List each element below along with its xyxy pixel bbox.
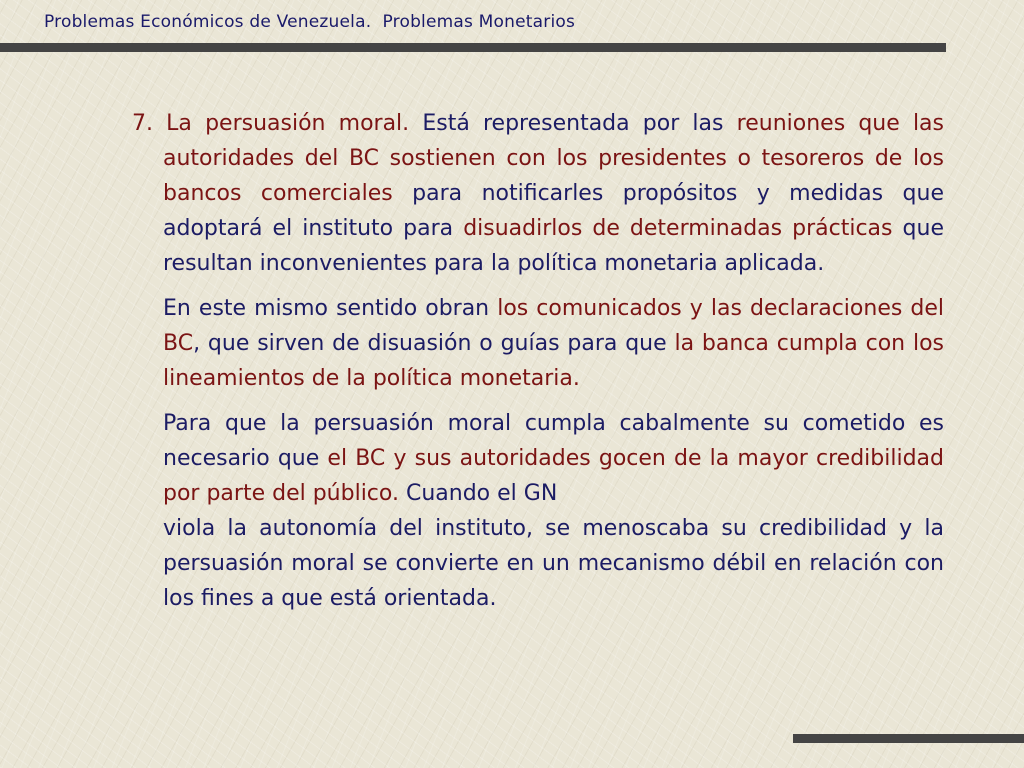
text-segment: para notificarles propósitos y medidas que adoptará el instituto para <box>163 181 944 241</box>
text-segment: , que sirven de disuasión o guías para que <box>193 331 675 356</box>
text-segment: disuadirlos de determinadas prácticas <box>463 216 893 241</box>
slide-body <box>132 106 944 616</box>
text-segment: 7. La persuasión moral. <box>132 111 410 136</box>
text-segment: Está representada por las <box>409 111 737 136</box>
text-segment: Cuando el GN <box>398 481 558 506</box>
paragraph-comunicados <box>163 291 944 396</box>
text-segment: viola la autonomía del instituto, se menoscaba su credibilidad y la persuasión moral se convierte en un mecanismo débil en relación con los fines a que está orientada. <box>163 516 944 611</box>
text-segment: reuniones que las autoridades del BC sostienen con los presidentes o tesoreros de los bancos comerciales <box>163 111 945 206</box>
text-segment: el BC y sus autoridades gocen de la mayor credibilidad por parte del público. <box>163 446 944 506</box>
header-rule <box>0 43 946 52</box>
paragraph-persuasion-moral <box>132 106 944 281</box>
slide-header-title: Problemas Económicos de Venezuela. Problemas Monetarios <box>44 12 576 32</box>
paragraph-credibilidad <box>163 406 944 616</box>
footer-rule <box>793 734 1024 743</box>
text-segment: la banca cumpla con los lineamientos de la política monetaria. <box>163 331 944 391</box>
text-segment: que resultan inconvenientes para la política monetaria aplicada. <box>163 216 944 276</box>
text-segment: En este mismo sentido obran <box>163 296 498 321</box>
text-segment: Para que la persuasión moral cumpla cabalmente su cometido es necesario que <box>163 411 944 471</box>
text-segment: los comunicados y las declaraciones del BC <box>163 296 944 356</box>
